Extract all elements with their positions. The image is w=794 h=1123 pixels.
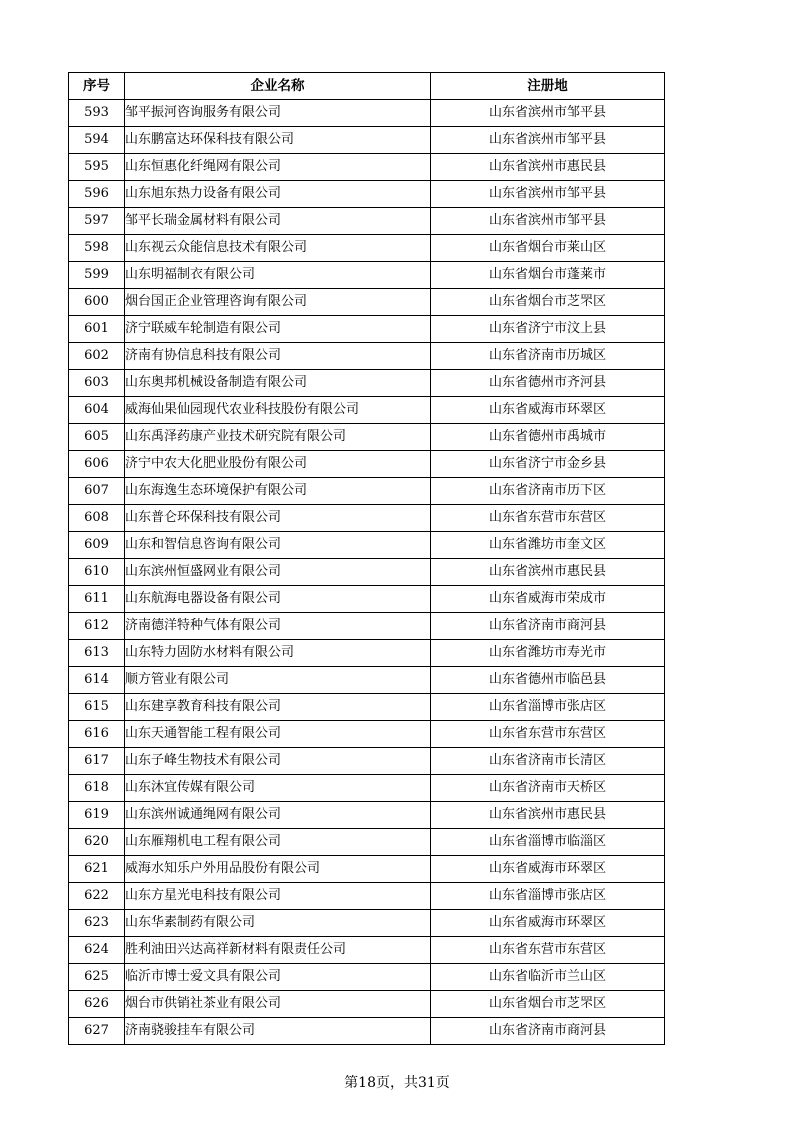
serial-number-cell: 600 (69, 289, 125, 316)
enterprise-name-cell: 山东和智信息咨询有限公司 (125, 532, 431, 559)
table-row (69, 532, 665, 559)
header-serial-number: 序号 (69, 73, 125, 100)
enterprise-name-cell: 山东普仑环保科技有限公司 (125, 505, 431, 532)
serial-number-cell: 598 (69, 235, 125, 262)
serial-number-cell: 606 (69, 451, 125, 478)
table-row (69, 613, 665, 640)
table-row (69, 343, 665, 370)
serial-number-cell: 621 (69, 856, 125, 883)
registered-place-cell: 山东省滨州市惠民县 (431, 559, 665, 586)
serial-number-cell: 603 (69, 370, 125, 397)
serial-number-cell: 625 (69, 964, 125, 991)
table-row (69, 262, 665, 289)
table-row (69, 1018, 665, 1045)
registered-place-cell: 山东省威海市荣成市 (431, 586, 665, 613)
enterprise-name-cell: 山东奥邦机械设备制造有限公司 (125, 370, 431, 397)
table-row (69, 667, 665, 694)
enterprise-name-cell: 邹平振河咨询服务有限公司 (125, 100, 431, 127)
table-header (69, 73, 665, 100)
registered-place-cell: 山东省烟台市芝罘区 (431, 289, 665, 316)
serial-number-cell: 594 (69, 127, 125, 154)
enterprise-name-cell: 山东禹泽药康产业技术研究院有限公司 (125, 424, 431, 451)
registered-place-cell: 山东省德州市临邑县 (431, 667, 665, 694)
serial-number-cell: 627 (69, 1018, 125, 1045)
table-row (69, 397, 665, 424)
serial-number-cell: 613 (69, 640, 125, 667)
table-row (69, 829, 665, 856)
table-row (69, 370, 665, 397)
table-row (69, 316, 665, 343)
serial-number-cell: 611 (69, 586, 125, 613)
registered-place-cell: 山东省东营市东营区 (431, 721, 665, 748)
enterprise-name-cell: 山东航海电器设备有限公司 (125, 586, 431, 613)
enterprise-name-cell: 威海水知乐户外用品股份有限公司 (125, 856, 431, 883)
header-enterprise-name: 企业名称 (125, 73, 431, 100)
serial-number-cell: 612 (69, 613, 125, 640)
registered-place-cell: 山东省潍坊市奎文区 (431, 532, 665, 559)
registered-place-cell: 山东省滨州市邹平县 (431, 181, 665, 208)
table-row (69, 748, 665, 775)
registered-place-cell: 山东省滨州市惠民县 (431, 802, 665, 829)
table-row (69, 181, 665, 208)
enterprise-table (68, 72, 665, 1045)
serial-number-cell: 616 (69, 721, 125, 748)
enterprise-name-cell: 山东旭东热力设备有限公司 (125, 181, 431, 208)
serial-number-cell: 618 (69, 775, 125, 802)
serial-number-cell: 619 (69, 802, 125, 829)
table-row (69, 559, 665, 586)
serial-number-cell: 617 (69, 748, 125, 775)
registered-place-cell: 山东省济宁市汶上县 (431, 316, 665, 343)
serial-number-cell: 614 (69, 667, 125, 694)
enterprise-name-cell: 山东沐宜传媒有限公司 (125, 775, 431, 802)
registered-place-cell: 山东省济南市历城区 (431, 343, 665, 370)
registered-place-cell: 山东省潍坊市寿光市 (431, 640, 665, 667)
serial-number-cell: 607 (69, 478, 125, 505)
registered-place-cell: 山东省滨州市邹平县 (431, 208, 665, 235)
table-row (69, 802, 665, 829)
table-body (69, 100, 665, 1045)
table-row (69, 883, 665, 910)
registered-place-cell: 山东省烟台市莱山区 (431, 235, 665, 262)
serial-number-cell: 597 (69, 208, 125, 235)
table-row (69, 451, 665, 478)
enterprise-name-cell: 山东滨州恒盛网业有限公司 (125, 559, 431, 586)
registered-place-cell: 山东省济南市商河县 (431, 1018, 665, 1045)
enterprise-name-cell: 山东子峰生物技术有限公司 (125, 748, 431, 775)
registered-place-cell: 山东省济南市天桥区 (431, 775, 665, 802)
enterprise-name-cell: 济南德洋特种气体有限公司 (125, 613, 431, 640)
enterprise-name-cell: 济宁联威车轮制造有限公司 (125, 316, 431, 343)
table-row (69, 721, 665, 748)
table-row (69, 505, 665, 532)
enterprise-name-cell: 威海仙果仙园现代农业科技股份有限公司 (125, 397, 431, 424)
enterprise-name-cell: 山东明福制衣有限公司 (125, 262, 431, 289)
enterprise-name-cell: 济南骁骏挂车有限公司 (125, 1018, 431, 1045)
serial-number-cell: 602 (69, 343, 125, 370)
serial-number-cell: 604 (69, 397, 125, 424)
enterprise-name-cell: 邹平长瑞金属材料有限公司 (125, 208, 431, 235)
serial-number-cell: 622 (69, 883, 125, 910)
header-registered-place: 注册地 (431, 73, 665, 100)
table-row (69, 640, 665, 667)
serial-number-cell: 609 (69, 532, 125, 559)
registered-place-cell: 山东省滨州市惠民县 (431, 154, 665, 181)
registered-place-cell: 山东省东营市东营区 (431, 505, 665, 532)
serial-number-cell: 593 (69, 100, 125, 127)
enterprise-name-cell: 山东建享教育科技有限公司 (125, 694, 431, 721)
serial-number-cell: 605 (69, 424, 125, 451)
table-row (69, 100, 665, 127)
table-row (69, 775, 665, 802)
registered-place-cell: 山东省济南市商河县 (431, 613, 665, 640)
registered-place-cell: 山东省烟台市蓬莱市 (431, 262, 665, 289)
registered-place-cell: 山东省德州市齐河县 (431, 370, 665, 397)
enterprise-name-cell: 山东滨州诚通绳网有限公司 (125, 802, 431, 829)
table-row (69, 586, 665, 613)
table-row (69, 991, 665, 1018)
enterprise-name-cell: 山东海逸生态环境保护有限公司 (125, 478, 431, 505)
registered-place-cell: 山东省临沂市兰山区 (431, 964, 665, 991)
enterprise-name-cell: 烟台市供销社茶业有限公司 (125, 991, 431, 1018)
header-row (69, 73, 665, 100)
table-row (69, 235, 665, 262)
serial-number-cell: 595 (69, 154, 125, 181)
registered-place-cell: 山东省东营市东营区 (431, 937, 665, 964)
registered-place-cell: 山东省威海市环翠区 (431, 856, 665, 883)
enterprise-name-cell: 济宁中农大化肥业股份有限公司 (125, 451, 431, 478)
enterprise-name-cell: 烟台国正企业管理咨询有限公司 (125, 289, 431, 316)
enterprise-name-cell: 济南有协信息科技有限公司 (125, 343, 431, 370)
table-row (69, 289, 665, 316)
table-row (69, 694, 665, 721)
registered-place-cell: 山东省淄博市张店区 (431, 694, 665, 721)
serial-number-cell: 596 (69, 181, 125, 208)
table-row (69, 910, 665, 937)
registered-place-cell: 山东省滨州市邹平县 (431, 127, 665, 154)
table-row (69, 937, 665, 964)
registered-place-cell: 山东省淄博市张店区 (431, 883, 665, 910)
serial-number-cell: 626 (69, 991, 125, 1018)
enterprise-name-cell: 山东恒惠化纤绳网有限公司 (125, 154, 431, 181)
enterprise-name-cell: 山东方星光电科技有限公司 (125, 883, 431, 910)
table-row (69, 424, 665, 451)
registered-place-cell: 山东省淄博市临淄区 (431, 829, 665, 856)
serial-number-cell: 599 (69, 262, 125, 289)
table-row (69, 154, 665, 181)
enterprise-name-cell: 顺方管业有限公司 (125, 667, 431, 694)
serial-number-cell: 608 (69, 505, 125, 532)
page-number: 第18页，共31页 (344, 1075, 450, 1091)
enterprise-name-cell: 山东鹏富达环保科技有限公司 (125, 127, 431, 154)
registered-place-cell: 山东省德州市禹城市 (431, 424, 665, 451)
serial-number-cell: 615 (69, 694, 125, 721)
table-row (69, 856, 665, 883)
serial-number-cell: 601 (69, 316, 125, 343)
table-row (69, 964, 665, 991)
table-row (69, 127, 665, 154)
enterprise-name-cell: 山东特力固防水材料有限公司 (125, 640, 431, 667)
enterprise-name-cell: 山东视云众能信息技术有限公司 (125, 235, 431, 262)
serial-number-cell: 620 (69, 829, 125, 856)
registered-place-cell: 山东省威海市环翠区 (431, 397, 665, 424)
registered-place-cell: 山东省烟台市芝罘区 (431, 991, 665, 1018)
enterprise-name-cell: 临沂市博士爱文具有限公司 (125, 964, 431, 991)
table-row (69, 478, 665, 505)
enterprise-name-cell: 山东华素制药有限公司 (125, 910, 431, 937)
registered-place-cell: 山东省济宁市金乡县 (431, 451, 665, 478)
registered-place-cell: 山东省济南市长清区 (431, 748, 665, 775)
registered-place-cell: 山东省威海市环翠区 (431, 910, 665, 937)
enterprise-name-cell: 山东天通智能工程有限公司 (125, 721, 431, 748)
enterprise-name-cell: 胜利油田兴达高祥新材料有限责任公司 (125, 937, 431, 964)
enterprise-name-cell: 山东雁翔机电工程有限公司 (125, 829, 431, 856)
registered-place-cell: 山东省滨州市邹平县 (431, 100, 665, 127)
table-row (69, 208, 665, 235)
serial-number-cell: 624 (69, 937, 125, 964)
serial-number-cell: 610 (69, 559, 125, 586)
serial-number-cell: 623 (69, 910, 125, 937)
registered-place-cell: 山东省济南市历下区 (431, 478, 665, 505)
